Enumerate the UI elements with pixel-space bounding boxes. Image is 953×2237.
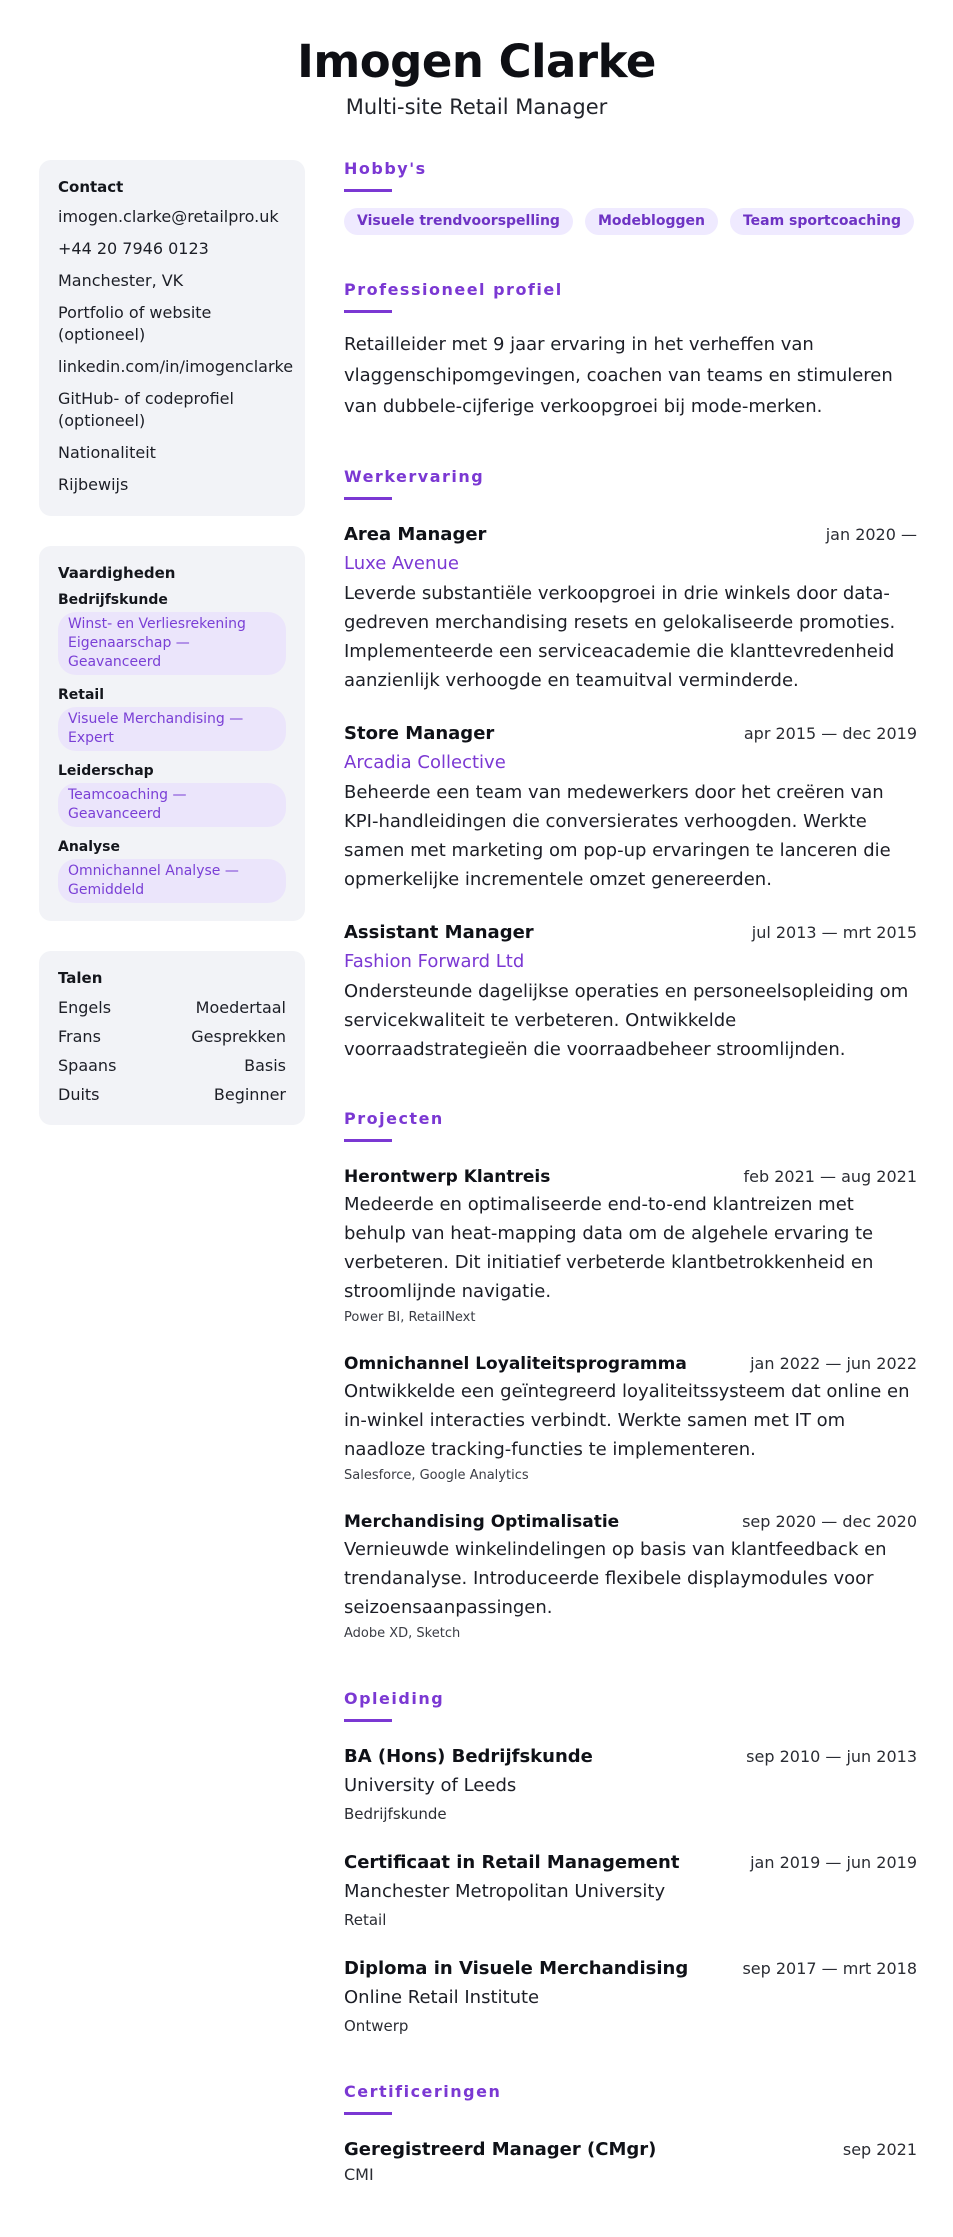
job-description: Beheerde een team van medewerkers door het creëren van KPI-handleidingen die conversierates verhoogden. Werkte samen met marketing om pop-up ervaringen te lanceren die opmerkelijke incrementele omzet genereerden. <box>344 782 891 890</box>
hobbies-section <box>344 158 917 235</box>
project-description: Vernieuwde winkelindelingen op basis van klantfeedback en trendanalyse. Introduceerde flexibele displaymodules voor seizoensaanpassingen. <box>344 1539 887 1618</box>
hobby-chip: Modebloggen <box>585 208 718 235</box>
skill-group-title: Retail <box>58 687 105 703</box>
project-entry <box>344 1509 917 1644</box>
experience-entry <box>344 920 917 1064</box>
project-title: Merchandising Optimalisatie <box>344 1512 620 1532</box>
education-section <box>344 1688 917 2037</box>
resume-header <box>0 34 953 122</box>
project-tech: Adobe XD, Sketch <box>344 1626 461 1641</box>
contact-email[interactable]: imogen.clarke@retailpro.uk <box>58 207 279 226</box>
candidate-name: Imogen Clarke <box>297 35 656 88</box>
language-row <box>58 1026 286 1048</box>
language-name: Duits <box>58 1085 100 1104</box>
skill-pill: Teamcoaching — Geavanceerd <box>58 783 286 827</box>
hobby-chip: Team sportcoaching <box>730 208 914 235</box>
experience-entry <box>344 721 917 894</box>
section-divider <box>344 1719 392 1722</box>
contact-nationality: Nationaliteit <box>58 443 156 462</box>
language-row <box>58 1084 286 1106</box>
education-school: Manchester Metropolitan University <box>344 1881 666 1902</box>
job-company: Luxe Avenue <box>344 553 459 574</box>
contact-license: Rijbewijs <box>58 475 129 494</box>
certification-date: sep 2021 <box>842 2140 917 2159</box>
job-role: Assistant Manager <box>344 922 534 943</box>
skill-pill: Visuele Merchandising — Expert <box>58 707 286 751</box>
contact-title: Contact <box>58 178 124 196</box>
language-name: Spaans <box>58 1056 117 1075</box>
project-tech: Salesforce, Google Analytics <box>344 1468 529 1483</box>
hobby-chips <box>344 208 917 235</box>
education-field: Retail <box>344 1911 387 1929</box>
education-field: Bedrijfskunde <box>344 1805 447 1823</box>
project-description: Medeerde en optimaliseerde end-to-end klantreizen met behulp van heat-mapping data om de algehele ervaring te verbeteren. Dit initiatief verbeterde klantbetrokkenheid en stroomlijnde navigatie. <box>344 1194 874 1302</box>
job-date: jan 2020 — <box>825 525 917 544</box>
project-title: Omnichannel Loyaliteitsprogramma <box>344 1354 687 1374</box>
certification-entry <box>344 2137 917 2186</box>
certifications-section <box>344 2081 917 2186</box>
job-company: Fashion Forward Ltd <box>344 951 525 972</box>
language-row <box>58 997 286 1019</box>
contact-card <box>39 160 305 516</box>
section-divider <box>344 1139 392 1142</box>
language-name: Engels <box>58 998 112 1017</box>
profile-text: Retailleider met 9 jaar ervaring in het verheffen van vlaggenschipomgevingen, coachen van teams en stimuleren van dubbele-cijferige verkoopgroei bij mode-merken. <box>344 334 893 417</box>
certification-title: Geregistreerd Manager (CMgr) <box>344 2139 657 2160</box>
job-description: Ondersteunde dagelijkse operaties en personeelsopleiding om servicekwaliteit te verbeteren. Ontwikkelde voorraadstrategieën die voorraadbeheer stroomlijnden. <box>344 981 909 1060</box>
job-date: apr 2015 — dec 2019 <box>743 724 917 743</box>
project-description: Ontwikkelde een geïntegreerd loyaliteitssysteem dat online en in-winkel interacties verbindt. Werkte samen met IT om naadloze tracking-functies te implementeren. <box>344 1381 910 1460</box>
project-date: feb 2021 — aug 2021 <box>743 1167 917 1186</box>
language-level: Beginner <box>213 1085 286 1104</box>
project-entry <box>344 1164 917 1328</box>
experience-entry <box>344 522 917 695</box>
project-tech: Power BI, RetailNext <box>344 1310 476 1325</box>
job-company: Arcadia Collective <box>344 752 506 773</box>
education-entry <box>344 1744 917 1825</box>
contact-phone[interactable]: +44 20 7946 0123 <box>58 239 209 258</box>
section-divider <box>344 2112 392 2115</box>
hobby-chip: Visuele trendvoorspelling <box>344 208 573 235</box>
skills-card <box>39 546 305 921</box>
project-entry <box>344 1351 917 1486</box>
education-entry <box>344 1956 917 2037</box>
certification-issuer: CMI <box>344 2165 374 2184</box>
language-level: Moedertaal <box>195 998 286 1017</box>
education-date: jan 2019 — jun 2019 <box>750 1853 917 1872</box>
language-row <box>58 1055 286 1077</box>
experience-section <box>344 466 917 1064</box>
education-school: University of Leeds <box>344 1775 517 1796</box>
education-field: Ontwerp <box>344 2017 409 2035</box>
degree-title: BA (Hons) Bedrijfskunde <box>344 1746 593 1767</box>
education-date: sep 2017 — mrt 2018 <box>742 1959 917 1978</box>
project-title: Herontwerp Klantreis <box>344 1167 551 1187</box>
job-role: Store Manager <box>344 723 495 744</box>
skill-pill: Omnichannel Analyse — Gemiddeld <box>58 859 286 903</box>
languages-card <box>39 951 305 1125</box>
skills-title: Vaardigheden <box>58 564 176 582</box>
section-heading: Opleiding <box>344 1689 445 1708</box>
degree-title: Certificaat in Retail Management <box>344 1852 680 1873</box>
job-date: jul 2013 — mrt 2015 <box>751 923 917 942</box>
section-heading: Certificeringen <box>344 2082 502 2101</box>
candidate-title: Multi-site Retail Manager <box>345 95 608 119</box>
language-name: Frans <box>58 1027 101 1046</box>
contact-location: Manchester, VK <box>58 271 184 290</box>
project-date: sep 2020 — dec 2020 <box>742 1512 917 1531</box>
section-heading: Werkervaring <box>344 467 485 486</box>
main-content <box>344 158 917 2211</box>
section-heading: Hobby's <box>344 159 427 178</box>
contact-linkedin[interactable]: linkedin.com/in/imogenclarke <box>58 357 294 376</box>
education-entry <box>344 1850 917 1931</box>
education-school: Online Retail Institute <box>344 1987 540 2008</box>
skill-group-title: Leiderschap <box>58 763 154 779</box>
contact-github: GitHub- of codeprofiel (optioneel) <box>58 389 234 430</box>
language-level: Gesprekken <box>191 1027 286 1046</box>
projects-section <box>344 1108 917 1644</box>
skill-pill: Winst- en Verliesrekening Eigenaarschap — Geavanceerd <box>58 612 286 675</box>
section-divider <box>344 310 392 313</box>
section-divider <box>344 189 392 192</box>
project-date: jan 2022 — jun 2022 <box>750 1354 917 1373</box>
section-heading: Professioneel profiel <box>344 280 563 299</box>
education-date: sep 2010 — jun 2013 <box>746 1747 917 1766</box>
contact-portfolio: Portfolio of website (optioneel) <box>58 303 212 344</box>
language-level: Basis <box>244 1056 286 1075</box>
skill-group-title: Analyse <box>58 839 121 855</box>
job-role: Area Manager <box>344 524 487 545</box>
section-heading: Projecten <box>344 1109 444 1128</box>
skill-group-title: Bedrijfskunde <box>58 592 168 608</box>
profile-section <box>344 279 917 422</box>
languages-title: Talen <box>58 969 103 987</box>
job-description: Leverde substantiële verkoopgroei in drie winkels door data-gedreven merchandising resets en gelokaliseerde promoties. Implementeerde een serviceacademie die klanttevredenheid aanzienlijk verhoogde en teamuitval verminderde. <box>344 583 896 691</box>
section-divider <box>344 497 392 500</box>
degree-title: Diploma in Visuele Merchandising <box>344 1958 689 1979</box>
sidebar <box>39 160 305 1155</box>
